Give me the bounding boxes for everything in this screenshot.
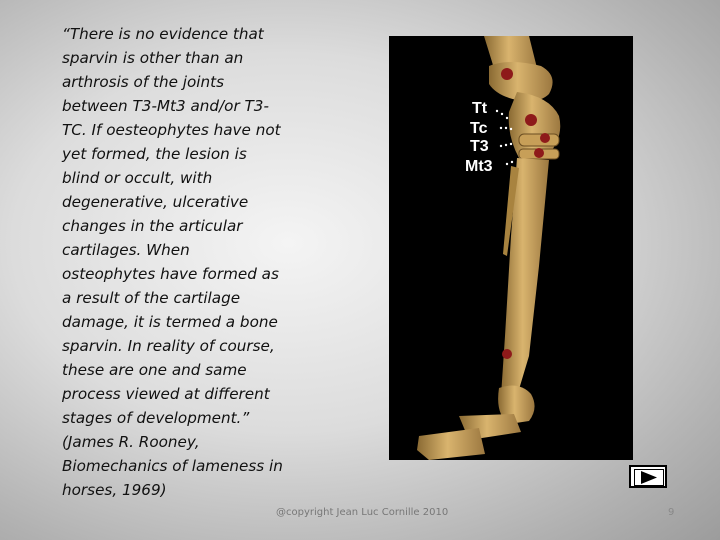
bone-photo <box>389 36 633 460</box>
play-icon <box>635 470 663 485</box>
label-mt3: Mt3 <box>465 158 493 175</box>
label-tt: Tt <box>472 100 488 117</box>
copyright-notice: @copyright Jean Luc Cornille 2010 <box>276 507 449 518</box>
hind-leg-bones-illustration <box>389 36 633 460</box>
page-number: 9 <box>668 507 675 518</box>
next-slide-button[interactable] <box>629 465 667 488</box>
label-t3: T3 <box>470 138 489 155</box>
quote-text: “There is no evidence that sparvin is other than an arthrosis of the joints between T3-Mt3 and/or T3- TC. If oesteophytes have not yet formed, the lesion is blind or occult, with degenerative, ulcerative changes in the articular cartilages. When osteophytes have formed as a result of the cartilage damage, it is termed a bone sparvin. In reality of course, these are one and same process viewed at different stages of development.” (James R. Rooney, Biomechanics of lameness in horses, 1969) <box>62 25 283 499</box>
label-tc: Tc <box>470 120 488 137</box>
